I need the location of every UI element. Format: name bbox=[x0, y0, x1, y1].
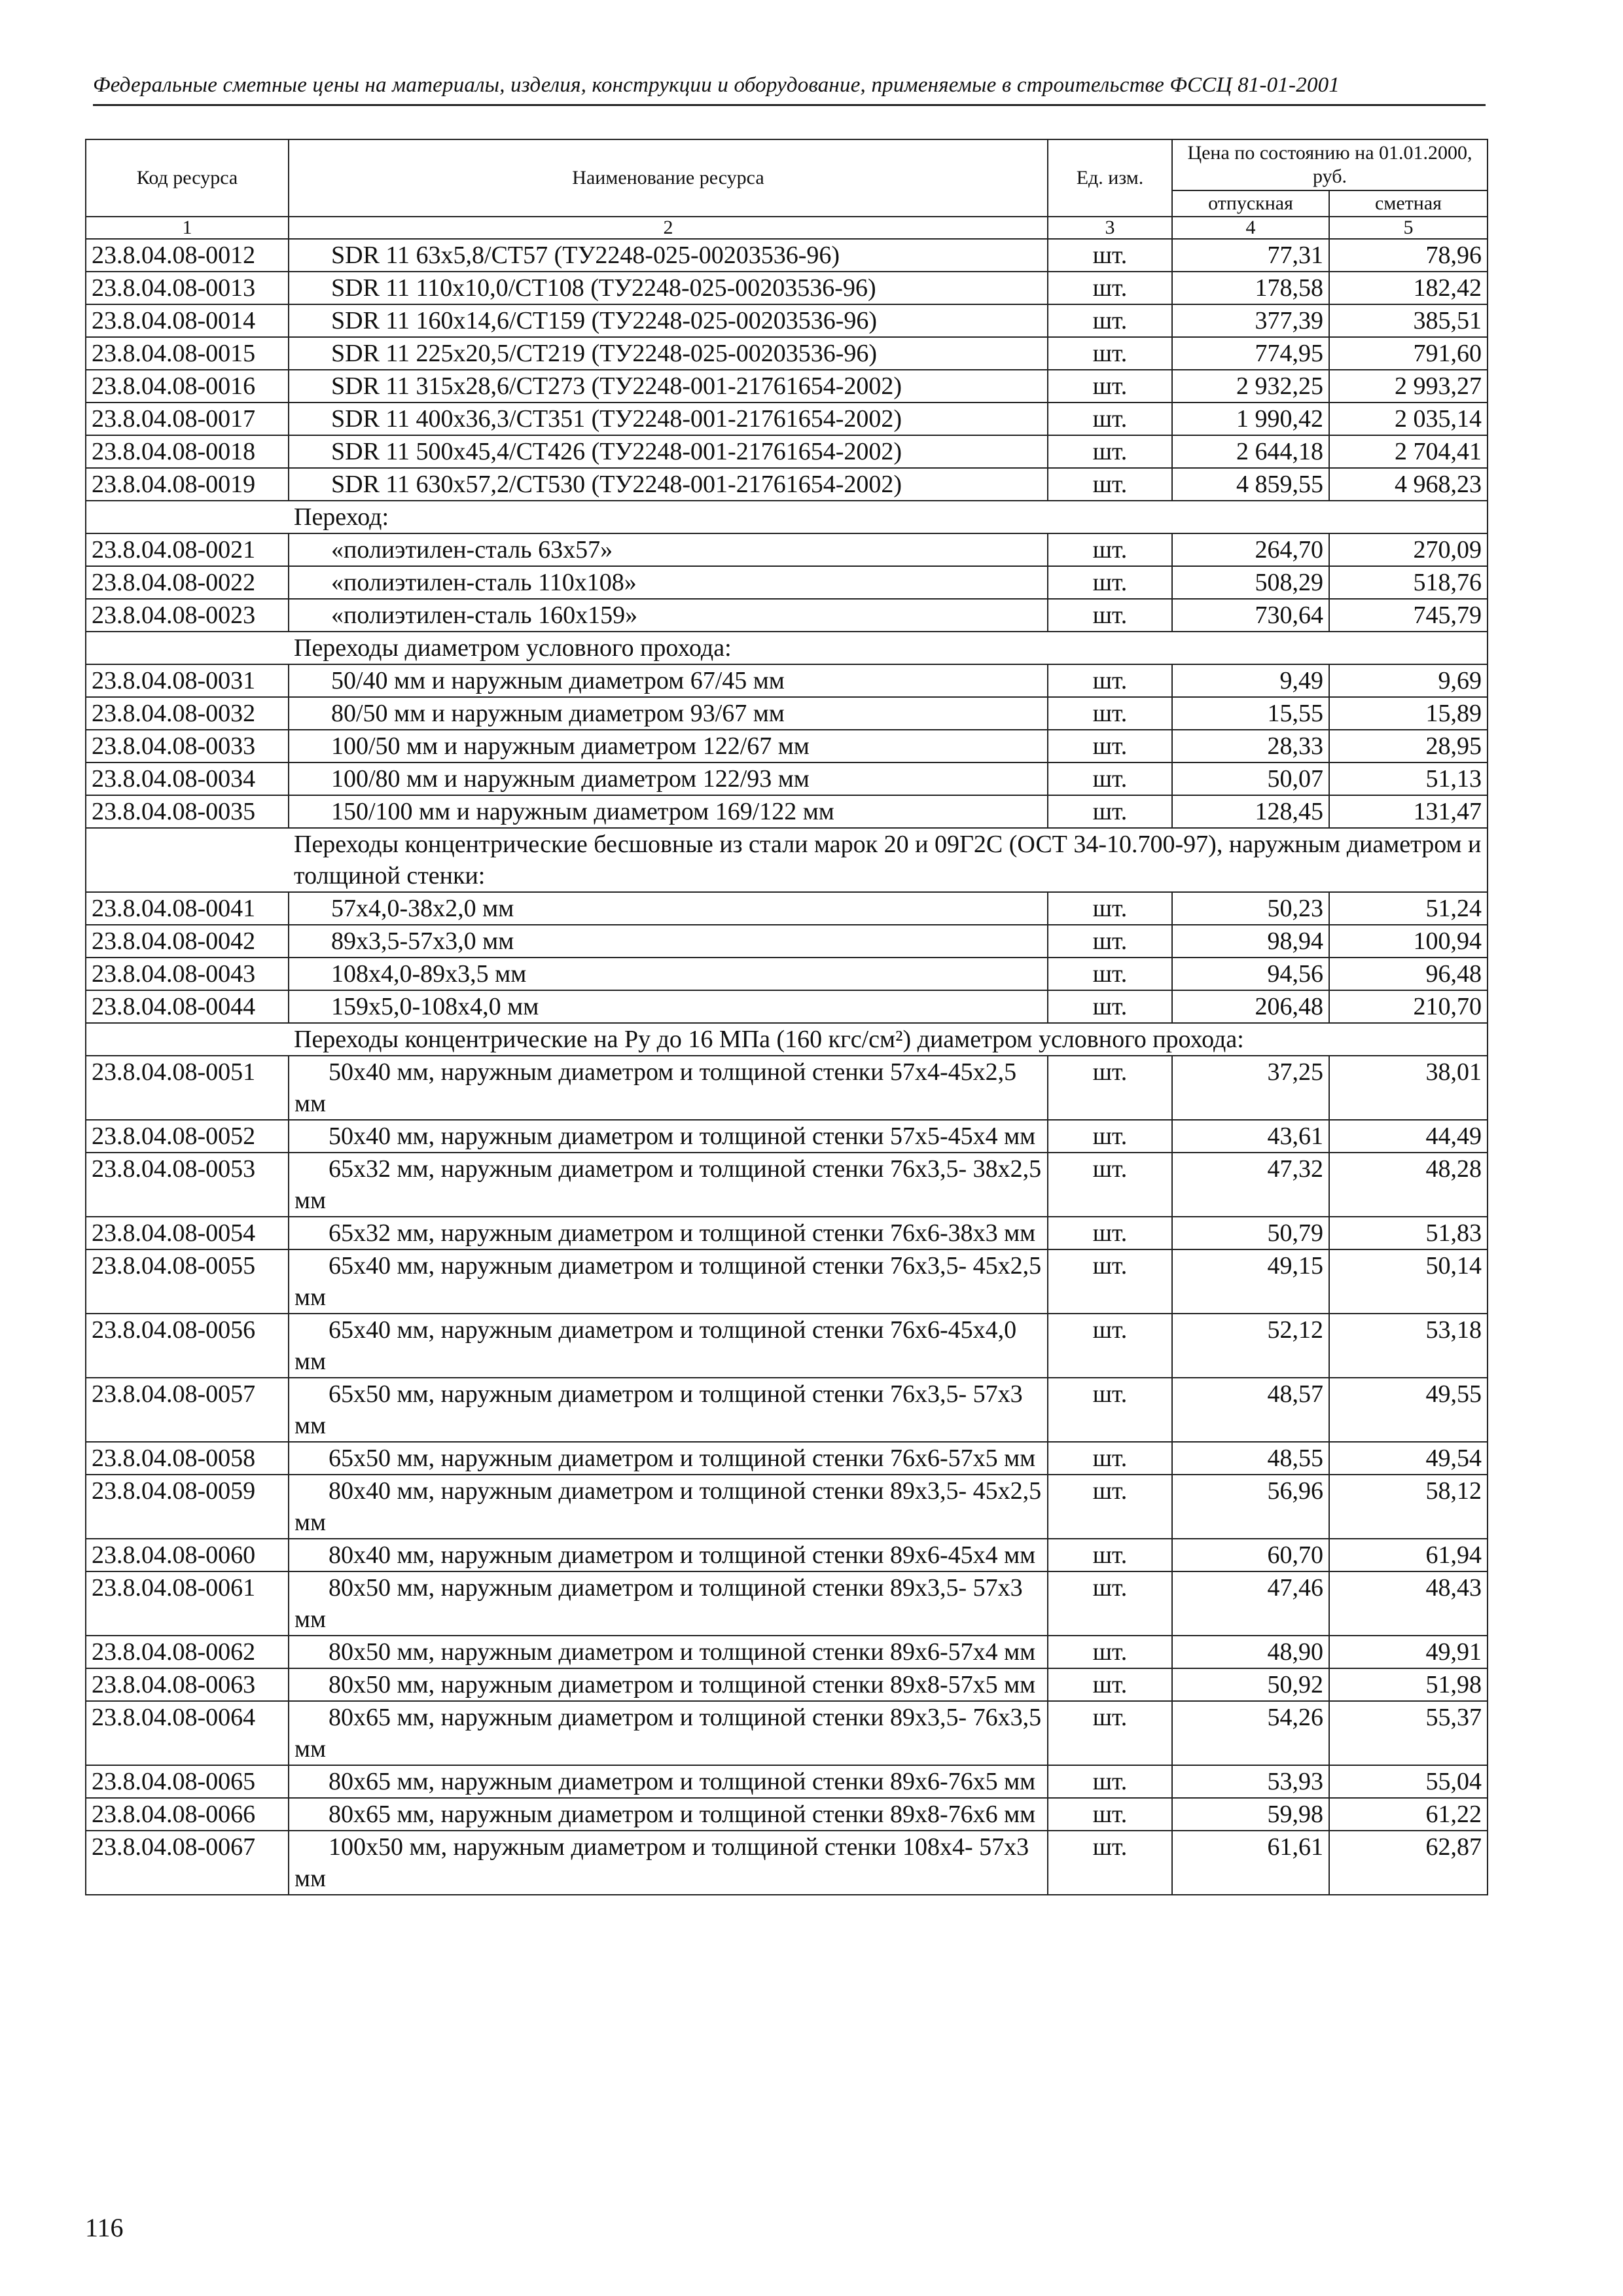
resource-code: 23.8.04.08-0057 bbox=[86, 1378, 289, 1442]
resource-code: 23.8.04.08-0060 bbox=[86, 1539, 289, 1571]
unit: шт. bbox=[1048, 533, 1172, 566]
resource-name: 57x4,0-38x2,0 мм bbox=[289, 892, 1048, 925]
release-price: 128,45 bbox=[1172, 795, 1329, 828]
estimate-price: 4 968,23 bbox=[1329, 468, 1488, 501]
estimate-price: 51,83 bbox=[1329, 1217, 1488, 1249]
table-row bbox=[86, 599, 1488, 632]
resource-code: 23.8.04.08-0035 bbox=[86, 795, 289, 828]
resource-code: 23.8.04.08-0041 bbox=[86, 892, 289, 925]
section-code-cell bbox=[86, 1023, 289, 1056]
table-row bbox=[86, 664, 1488, 697]
release-price: 77,31 bbox=[1172, 239, 1329, 272]
estimate-price: 50,14 bbox=[1329, 1249, 1488, 1314]
resource-code: 23.8.04.08-0013 bbox=[86, 272, 289, 304]
resource-name: 80x65 мм, наружным диаметром и толщиной стенки 89x8-76x6 мм bbox=[289, 1798, 1048, 1831]
table-row bbox=[86, 1475, 1488, 1539]
section-code-cell bbox=[86, 828, 289, 892]
resource-code: 23.8.04.08-0062 bbox=[86, 1636, 289, 1668]
resource-name: 65x40 мм, наружным диаметром и толщиной стенки 76x6-45x4,0 мм bbox=[289, 1314, 1048, 1378]
table-row bbox=[86, 730, 1488, 762]
resource-name: «полиэтилен-сталь 110x108» bbox=[289, 566, 1048, 599]
estimate-price: 15,89 bbox=[1329, 697, 1488, 730]
unit: шт. bbox=[1048, 1636, 1172, 1668]
table-row bbox=[86, 370, 1488, 403]
release-price: 50,07 bbox=[1172, 762, 1329, 795]
column-number: 4 bbox=[1172, 217, 1329, 239]
resource-code: 23.8.04.08-0034 bbox=[86, 762, 289, 795]
release-price: 178,58 bbox=[1172, 272, 1329, 304]
resource-code: 23.8.04.08-0031 bbox=[86, 664, 289, 697]
resource-name: 80x40 мм, наружным диаметром и толщиной стенки 89x3,5- 45x2,5 мм bbox=[289, 1475, 1048, 1539]
estimate-price: 78,96 bbox=[1329, 239, 1488, 272]
table-body bbox=[86, 239, 1488, 1895]
resource-code: 23.8.04.08-0052 bbox=[86, 1120, 289, 1153]
column-number: 2 bbox=[289, 217, 1048, 239]
release-price: 54,26 bbox=[1172, 1701, 1329, 1765]
estimate-price: 44,49 bbox=[1329, 1120, 1488, 1153]
header-estimate-price: сметная bbox=[1329, 190, 1488, 217]
resource-name: 80x50 мм, наружным диаметром и толщиной стенки 89x6-57x4 мм bbox=[289, 1636, 1048, 1668]
resource-name: SDR 11 315x28,6/СТ273 (ТУ2248-001-21761654-2002) bbox=[289, 370, 1048, 403]
release-price: 61,61 bbox=[1172, 1831, 1329, 1895]
estimate-price: 61,94 bbox=[1329, 1539, 1488, 1571]
section-row bbox=[86, 632, 1488, 664]
unit: шт. bbox=[1048, 1571, 1172, 1636]
release-price: 52,12 bbox=[1172, 1314, 1329, 1378]
table-row bbox=[86, 272, 1488, 304]
resource-name: 100/50 мм и наружным диаметром 122/67 мм bbox=[289, 730, 1048, 762]
resource-code: 23.8.04.08-0063 bbox=[86, 1668, 289, 1701]
unit: шт. bbox=[1048, 664, 1172, 697]
unit: шт. bbox=[1048, 762, 1172, 795]
table-row bbox=[86, 1668, 1488, 1701]
release-price: 56,96 bbox=[1172, 1475, 1329, 1539]
resource-code: 23.8.04.08-0021 bbox=[86, 533, 289, 566]
unit: шт. bbox=[1048, 1765, 1172, 1798]
table-row bbox=[86, 1798, 1488, 1831]
resource-name: SDR 11 500x45,4/СТ426 (ТУ2248-001-21761654-2002) bbox=[289, 435, 1048, 468]
unit: шт. bbox=[1048, 1378, 1172, 1442]
unit: шт. bbox=[1048, 1539, 1172, 1571]
resource-code: 23.8.04.08-0061 bbox=[86, 1571, 289, 1636]
resource-code: 23.8.04.08-0058 bbox=[86, 1442, 289, 1475]
estimate-price: 791,60 bbox=[1329, 337, 1488, 370]
estimate-price: 385,51 bbox=[1329, 304, 1488, 337]
table-row bbox=[86, 697, 1488, 730]
unit: шт. bbox=[1048, 1217, 1172, 1249]
table-row bbox=[86, 1539, 1488, 1571]
release-price: 264,70 bbox=[1172, 533, 1329, 566]
section-title: Переходы диаметром условного прохода: bbox=[289, 632, 1488, 664]
table-row bbox=[86, 1442, 1488, 1475]
release-price: 50,79 bbox=[1172, 1217, 1329, 1249]
estimate-price: 51,13 bbox=[1329, 762, 1488, 795]
unit: шт. bbox=[1048, 1475, 1172, 1539]
resource-name: 65x50 мм, наружным диаметром и толщиной стенки 76x3,5- 57x3 мм bbox=[289, 1378, 1048, 1442]
estimate-price: 48,28 bbox=[1329, 1153, 1488, 1217]
table-row bbox=[86, 1314, 1488, 1378]
estimate-price: 745,79 bbox=[1329, 599, 1488, 632]
release-price: 49,15 bbox=[1172, 1249, 1329, 1314]
resource-name: SDR 11 630x57,2/СТ530 (ТУ2248-001-21761654-2002) bbox=[289, 468, 1048, 501]
table-row bbox=[86, 468, 1488, 501]
table-row bbox=[86, 958, 1488, 990]
estimate-price: 53,18 bbox=[1329, 1314, 1488, 1378]
section-title: Переходы концентрические на Ру до 16 МПа (160 кгс/см²) диаметром условного прохода: bbox=[289, 1023, 1488, 1056]
table-row bbox=[86, 1378, 1488, 1442]
resource-name: 80x65 мм, наружным диаметром и толщиной стенки 89x6-76x5 мм bbox=[289, 1765, 1048, 1798]
resource-name: 150/100 мм и наружным диаметром 169/122 мм bbox=[289, 795, 1048, 828]
header-code: Код ресурса bbox=[86, 139, 289, 217]
estimate-price: 58,12 bbox=[1329, 1475, 1488, 1539]
header-unit: Ед. изм. bbox=[1048, 139, 1172, 217]
estimate-price: 49,54 bbox=[1329, 1442, 1488, 1475]
resource-code: 23.8.04.08-0017 bbox=[86, 403, 289, 435]
release-price: 28,33 bbox=[1172, 730, 1329, 762]
release-price: 94,56 bbox=[1172, 958, 1329, 990]
unit: шт. bbox=[1048, 1668, 1172, 1701]
unit: шт. bbox=[1048, 403, 1172, 435]
resource-code: 23.8.04.08-0032 bbox=[86, 697, 289, 730]
section-title: Переход: bbox=[289, 501, 1488, 533]
table-row bbox=[86, 892, 1488, 925]
unit: шт. bbox=[1048, 730, 1172, 762]
unit: шт. bbox=[1048, 304, 1172, 337]
section-code-cell bbox=[86, 632, 289, 664]
unit: шт. bbox=[1048, 990, 1172, 1023]
unit: шт. bbox=[1048, 958, 1172, 990]
release-price: 59,98 bbox=[1172, 1798, 1329, 1831]
estimate-price: 210,70 bbox=[1329, 990, 1488, 1023]
release-price: 47,46 bbox=[1172, 1571, 1329, 1636]
resource-name: 80x65 мм, наружным диаметром и толщиной стенки 89x3,5- 76x3,5 мм bbox=[289, 1701, 1048, 1765]
resource-name: 100/80 мм и наружным диаметром 122/93 мм bbox=[289, 762, 1048, 795]
resource-code: 23.8.04.08-0016 bbox=[86, 370, 289, 403]
resource-name: «полиэтилен-сталь 63x57» bbox=[289, 533, 1048, 566]
release-price: 2 932,25 bbox=[1172, 370, 1329, 403]
resource-name: 65x32 мм, наружным диаметром и толщиной стенки 76x6-38x3 мм bbox=[289, 1217, 1048, 1249]
resource-code: 23.8.04.08-0023 bbox=[86, 599, 289, 632]
column-number: 3 bbox=[1048, 217, 1172, 239]
estimate-price: 100,94 bbox=[1329, 925, 1488, 958]
release-price: 48,90 bbox=[1172, 1636, 1329, 1668]
table-row bbox=[86, 1765, 1488, 1798]
table-row bbox=[86, 1120, 1488, 1153]
resource-name: 80/50 мм и наружным диаметром 93/67 мм bbox=[289, 697, 1048, 730]
resource-code: 23.8.04.08-0043 bbox=[86, 958, 289, 990]
column-number: 5 bbox=[1329, 217, 1488, 239]
table-row bbox=[86, 1217, 1488, 1249]
estimate-price: 48,43 bbox=[1329, 1571, 1488, 1636]
resource-code: 23.8.04.08-0067 bbox=[86, 1831, 289, 1895]
estimate-price: 61,22 bbox=[1329, 1798, 1488, 1831]
resource-name: 80x40 мм, наружным диаметром и толщиной стенки 89x6-45x4 мм bbox=[289, 1539, 1048, 1571]
release-price: 730,64 bbox=[1172, 599, 1329, 632]
resource-code: 23.8.04.08-0014 bbox=[86, 304, 289, 337]
resource-code: 23.8.04.08-0015 bbox=[86, 337, 289, 370]
resource-code: 23.8.04.08-0018 bbox=[86, 435, 289, 468]
unit: шт. bbox=[1048, 1442, 1172, 1475]
release-price: 50,23 bbox=[1172, 892, 1329, 925]
release-price: 4 859,55 bbox=[1172, 468, 1329, 501]
estimate-price: 131,47 bbox=[1329, 795, 1488, 828]
estimate-price: 9,69 bbox=[1329, 664, 1488, 697]
price-table bbox=[85, 139, 1488, 1895]
column-number: 1 bbox=[86, 217, 289, 239]
release-price: 377,39 bbox=[1172, 304, 1329, 337]
header-price: Цена по состоянию на 01.01.2000, руб. bbox=[1172, 139, 1488, 190]
release-price: 98,94 bbox=[1172, 925, 1329, 958]
table-row bbox=[86, 762, 1488, 795]
resource-name: 100x50 мм, наружным диаметром и толщиной стенки 108x4- 57x3 мм bbox=[289, 1831, 1048, 1895]
table-row bbox=[86, 1249, 1488, 1314]
release-price: 48,57 bbox=[1172, 1378, 1329, 1442]
release-price: 206,48 bbox=[1172, 990, 1329, 1023]
resource-code: 23.8.04.08-0022 bbox=[86, 566, 289, 599]
table-row bbox=[86, 990, 1488, 1023]
estimate-price: 518,76 bbox=[1329, 566, 1488, 599]
release-price: 48,55 bbox=[1172, 1442, 1329, 1475]
table-row bbox=[86, 925, 1488, 958]
section-row bbox=[86, 828, 1488, 892]
resource-name: 65x40 мм, наружным диаметром и толщиной стенки 76x3,5- 45x2,5 мм bbox=[289, 1249, 1048, 1314]
resource-name: 80x50 мм, наружным диаметром и толщиной стенки 89x3,5- 57x3 мм bbox=[289, 1571, 1048, 1636]
estimate-price: 49,55 bbox=[1329, 1378, 1488, 1442]
estimate-price: 182,42 bbox=[1329, 272, 1488, 304]
estimate-price: 49,91 bbox=[1329, 1636, 1488, 1668]
resource-name: SDR 11 160x14,6/СТ159 (ТУ2248-025-00203536-96) bbox=[289, 304, 1048, 337]
estimate-price: 55,04 bbox=[1329, 1765, 1488, 1798]
header-name: Наименование ресурса bbox=[289, 139, 1048, 217]
release-price: 1 990,42 bbox=[1172, 403, 1329, 435]
table-row bbox=[86, 1153, 1488, 1217]
release-price: 9,49 bbox=[1172, 664, 1329, 697]
resource-name: SDR 11 110x10,0/СТ108 (ТУ2248-025-00203536-96) bbox=[289, 272, 1048, 304]
resource-code: 23.8.04.08-0033 bbox=[86, 730, 289, 762]
header-release-price: отпускная bbox=[1172, 190, 1329, 217]
table-row bbox=[86, 1056, 1488, 1120]
unit: шт. bbox=[1048, 435, 1172, 468]
table-row bbox=[86, 239, 1488, 272]
resource-name: 65x50 мм, наружным диаметром и толщиной стенки 76x6-57x5 мм bbox=[289, 1442, 1048, 1475]
table-row bbox=[86, 533, 1488, 566]
resource-name: 159x5,0-108x4,0 мм bbox=[289, 990, 1048, 1023]
estimate-price: 51,98 bbox=[1329, 1668, 1488, 1701]
release-price: 2 644,18 bbox=[1172, 435, 1329, 468]
resource-code: 23.8.04.08-0051 bbox=[86, 1056, 289, 1120]
table-row bbox=[86, 403, 1488, 435]
resource-name: 50x40 мм, наружным диаметром и толщиной стенки 57x4-45x2,5 мм bbox=[289, 1056, 1048, 1120]
unit: шт. bbox=[1048, 925, 1172, 958]
unit: шт. bbox=[1048, 1798, 1172, 1831]
table-row bbox=[86, 435, 1488, 468]
release-price: 15,55 bbox=[1172, 697, 1329, 730]
resource-code: 23.8.04.08-0044 bbox=[86, 990, 289, 1023]
release-price: 60,70 bbox=[1172, 1539, 1329, 1571]
section-row bbox=[86, 501, 1488, 533]
unit: шт. bbox=[1048, 1056, 1172, 1120]
unit: шт. bbox=[1048, 1701, 1172, 1765]
unit: шт. bbox=[1048, 370, 1172, 403]
resource-code: 23.8.04.08-0064 bbox=[86, 1701, 289, 1765]
page-number: 116 bbox=[85, 2213, 124, 2242]
estimate-price: 55,37 bbox=[1329, 1701, 1488, 1765]
estimate-price: 96,48 bbox=[1329, 958, 1488, 990]
resource-name: SDR 11 400x36,3/СТ351 (ТУ2248-001-21761654-2002) bbox=[289, 403, 1048, 435]
resource-code: 23.8.04.08-0059 bbox=[86, 1475, 289, 1539]
unit: шт. bbox=[1048, 1831, 1172, 1895]
release-price: 50,92 bbox=[1172, 1668, 1329, 1701]
section-code-cell bbox=[86, 501, 289, 533]
resource-name: SDR 11 63x5,8/СТ57 (ТУ2248-025-00203536-96) bbox=[289, 239, 1048, 272]
resource-code: 23.8.04.08-0012 bbox=[86, 239, 289, 272]
table-row bbox=[86, 1701, 1488, 1765]
table-row bbox=[86, 304, 1488, 337]
resource-code: 23.8.04.08-0019 bbox=[86, 468, 289, 501]
unit: шт. bbox=[1048, 272, 1172, 304]
resource-code: 23.8.04.08-0066 bbox=[86, 1798, 289, 1831]
estimate-price: 2 035,14 bbox=[1329, 403, 1488, 435]
release-price: 508,29 bbox=[1172, 566, 1329, 599]
unit: шт. bbox=[1048, 697, 1172, 730]
resource-code: 23.8.04.08-0065 bbox=[86, 1765, 289, 1798]
table-row bbox=[86, 1831, 1488, 1895]
release-price: 47,32 bbox=[1172, 1153, 1329, 1217]
resource-name: 80x50 мм, наружным диаметром и толщиной стенки 89x8-57x5 мм bbox=[289, 1668, 1048, 1701]
unit: шт. bbox=[1048, 599, 1172, 632]
unit: шт. bbox=[1048, 1314, 1172, 1378]
unit: шт. bbox=[1048, 239, 1172, 272]
table-row bbox=[86, 795, 1488, 828]
table-row bbox=[86, 337, 1488, 370]
estimate-price: 28,95 bbox=[1329, 730, 1488, 762]
resource-code: 23.8.04.08-0042 bbox=[86, 925, 289, 958]
resource-code: 23.8.04.08-0053 bbox=[86, 1153, 289, 1217]
resource-name: 65x32 мм, наружным диаметром и толщиной стенки 76x3,5- 38x2,5 мм bbox=[289, 1153, 1048, 1217]
resource-name: SDR 11 225x20,5/СТ219 (ТУ2248-025-00203536-96) bbox=[289, 337, 1048, 370]
table-row bbox=[86, 1571, 1488, 1636]
unit: шт. bbox=[1048, 795, 1172, 828]
unit: шт. bbox=[1048, 337, 1172, 370]
release-price: 37,25 bbox=[1172, 1056, 1329, 1120]
estimate-price: 38,01 bbox=[1329, 1056, 1488, 1120]
release-price: 53,93 bbox=[1172, 1765, 1329, 1798]
resource-name: 50/40 мм и наружным диаметром 67/45 мм bbox=[289, 664, 1048, 697]
resource-code: 23.8.04.08-0054 bbox=[86, 1217, 289, 1249]
unit: шт. bbox=[1048, 1249, 1172, 1314]
unit: шт. bbox=[1048, 1120, 1172, 1153]
resource-name: «полиэтилен-сталь 160x159» bbox=[289, 599, 1048, 632]
unit: шт. bbox=[1048, 1153, 1172, 1217]
table-row bbox=[86, 566, 1488, 599]
resource-name: 89x3,5-57x3,0 мм bbox=[289, 925, 1048, 958]
section-title: Переходы концентрические бесшовные из стали марок 20 и 09Г2С (ОСТ 34-10.700-97), наружным диаметром и толщиной стенки: bbox=[289, 828, 1488, 892]
resource-code: 23.8.04.08-0055 bbox=[86, 1249, 289, 1314]
resource-name: 50x40 мм, наружным диаметром и толщиной стенки 57x5-45x4 мм bbox=[289, 1120, 1048, 1153]
unit: шт. bbox=[1048, 892, 1172, 925]
running-header: Федеральные сметные цены на материалы, изделия, конструкции и оборудование, применяемые в строительстве ФССЦ 81-01-2001 bbox=[93, 73, 1486, 106]
release-price: 774,95 bbox=[1172, 337, 1329, 370]
estimate-price: 270,09 bbox=[1329, 533, 1488, 566]
estimate-price: 51,24 bbox=[1329, 892, 1488, 925]
resource-code: 23.8.04.08-0056 bbox=[86, 1314, 289, 1378]
column-numbers-row bbox=[86, 217, 1488, 239]
unit: шт. bbox=[1048, 468, 1172, 501]
estimate-price: 2 704,41 bbox=[1329, 435, 1488, 468]
estimate-price: 62,87 bbox=[1329, 1831, 1488, 1895]
release-price: 43,61 bbox=[1172, 1120, 1329, 1153]
table-row bbox=[86, 1636, 1488, 1668]
estimate-price: 2 993,27 bbox=[1329, 370, 1488, 403]
resource-name: 108x4,0-89x3,5 мм bbox=[289, 958, 1048, 990]
unit: шт. bbox=[1048, 566, 1172, 599]
section-row bbox=[86, 1023, 1488, 1056]
